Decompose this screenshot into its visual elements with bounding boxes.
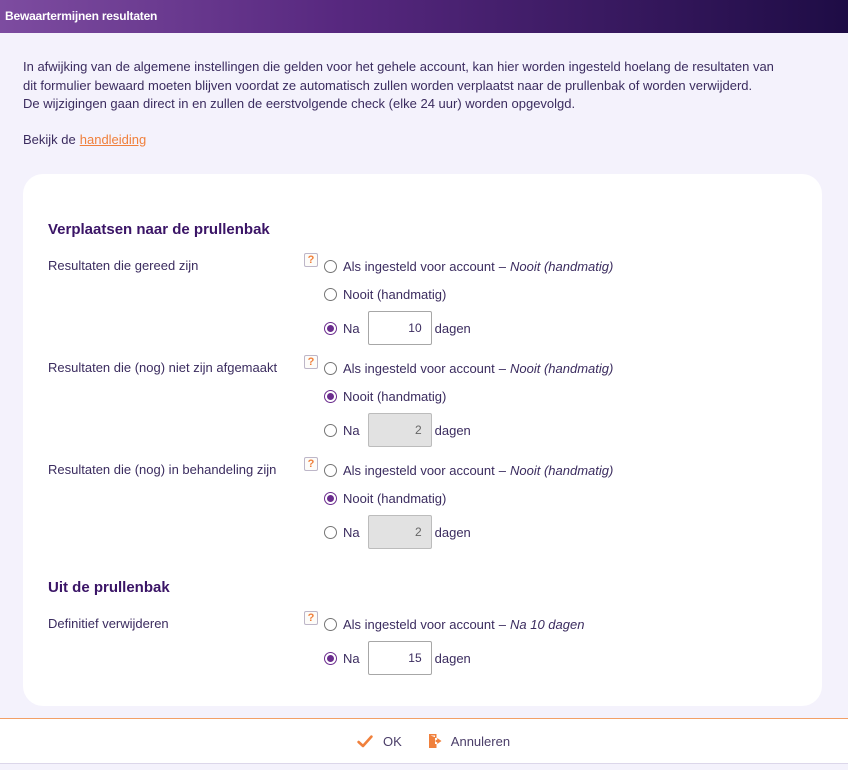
setting-row-delete-permanently: [48, 610, 797, 678]
help-column: [304, 354, 324, 382]
option-label: Na: [343, 320, 360, 336]
help-column: [304, 252, 324, 280]
sign-out-icon: [428, 733, 442, 749]
setting-row-completed: [48, 252, 797, 348]
option-after-days[interactable]: [324, 512, 613, 552]
help-column: [304, 610, 324, 638]
window-title: Bewaartermijnen resultaten: [5, 9, 158, 23]
intro-text: [23, 58, 774, 114]
days-input[interactable]: [368, 641, 432, 675]
option-separator: –: [498, 462, 506, 478]
option-label: Na: [343, 524, 360, 540]
days-input: [368, 515, 432, 549]
ok-button[interactable]: [357, 734, 402, 749]
cancel-label: Annuleren: [450, 733, 511, 749]
radio-account-default[interactable]: [324, 260, 337, 273]
setting-row-in-progress: [48, 456, 797, 552]
section-heading: Uit de prullenbak: [48, 579, 170, 596]
option-never[interactable]: [324, 484, 613, 512]
days-unit: dagen: [434, 422, 471, 438]
days-unit: dagen: [434, 524, 471, 540]
radio-account-default[interactable]: [324, 362, 337, 375]
option-label: Als ingesteld voor account: [343, 360, 495, 376]
radio-after-days[interactable]: [324, 526, 337, 539]
days-input: [368, 413, 432, 447]
option-account-default[interactable]: [324, 354, 613, 382]
option-account-default[interactable]: [324, 456, 613, 484]
section-heading: Verplaatsen naar de prullenbak: [48, 221, 270, 238]
option-list: [324, 252, 613, 348]
radio-after-days[interactable]: [324, 424, 337, 437]
setting-label: Definitief verwijderen: [48, 616, 169, 631]
radio-never[interactable]: [324, 492, 337, 505]
days-unit: dagen: [434, 650, 471, 666]
help-icon[interactable]: ?: [304, 253, 318, 267]
days-unit: dagen: [434, 320, 471, 336]
cancel-button[interactable]: [428, 733, 510, 749]
option-separator: –: [498, 258, 506, 274]
option-list: [324, 456, 613, 552]
option-account-value: Nooit (handmatig): [510, 360, 614, 376]
help-column: [304, 456, 324, 484]
radio-after-days[interactable]: [324, 652, 337, 665]
option-account-default[interactable]: [324, 610, 584, 638]
help-icon[interactable]: ?: [304, 457, 318, 471]
option-never[interactable]: [324, 280, 613, 308]
option-label: Na: [343, 422, 360, 438]
option-after-days[interactable]: [324, 638, 584, 678]
option-account-value: Na 10 dagen: [510, 616, 585, 632]
option-label: Nooit (handmatig): [343, 490, 447, 506]
dialog-footer: [0, 718, 848, 764]
radio-account-default[interactable]: [324, 464, 337, 477]
option-label: Als ingesteld voor account: [343, 258, 495, 274]
footer-buttons: [357, 719, 510, 763]
option-separator: –: [498, 360, 506, 376]
intro-line: dit formulier bewaard moeten blijven voordat ze automatisch zullen worden verplaatst naar de prullenbak of worden verwijderd.: [23, 77, 753, 93]
help-icon[interactable]: ?: [304, 611, 318, 625]
option-label: Nooit (handmatig): [343, 286, 447, 302]
option-account-value: Nooit (handmatig): [510, 258, 614, 274]
option-account-default[interactable]: [324, 252, 613, 280]
option-label: Als ingesteld voor account: [343, 616, 495, 632]
setting-label: Resultaten die gereed zijn: [48, 258, 199, 273]
radio-never[interactable]: [324, 390, 337, 403]
help-icon[interactable]: ?: [304, 355, 318, 369]
intro-line: De wijzigingen gaan direct in en zullen de eerstvolgende check (elke 24 uur) worden opgevolgd.: [23, 96, 576, 111]
option-never[interactable]: [324, 382, 613, 410]
option-list: [324, 610, 584, 678]
option-label: Na: [343, 650, 360, 666]
manual-link[interactable]: handleiding: [79, 132, 147, 147]
manual-hint: [23, 131, 146, 149]
setting-row-unfinished: [48, 354, 797, 450]
option-label: Als ingesteld voor account: [343, 462, 495, 478]
option-separator: –: [498, 616, 506, 632]
option-after-days[interactable]: [324, 308, 613, 348]
setting-label: Resultaten die (nog) niet zijn afgemaakt: [48, 360, 278, 375]
settings-card: [23, 174, 822, 706]
option-list: [324, 354, 613, 450]
check-icon: [357, 735, 373, 748]
radio-after-days[interactable]: [324, 322, 337, 335]
ok-label: OK: [383, 733, 402, 749]
intro-line: In afwijking van de algemene instellingen die gelden voor het gehele account, kan hier worden ingesteld hoelang de resultaten van: [23, 59, 774, 74]
setting-label: Resultaten die (nog) in behandeling zijn: [48, 462, 277, 477]
section-out-of-trash: [48, 577, 797, 678]
manual-prefix: Bekijk de: [23, 132, 76, 147]
title-bar: [0, 0, 848, 33]
option-account-value: Nooit (handmatig): [510, 462, 614, 478]
radio-account-default[interactable]: [324, 618, 337, 631]
option-label: Nooit (handmatig): [343, 388, 447, 404]
section-move-to-trash: [48, 219, 797, 552]
option-after-days[interactable]: [324, 410, 613, 450]
days-input[interactable]: [368, 311, 432, 345]
radio-never[interactable]: [324, 288, 337, 301]
